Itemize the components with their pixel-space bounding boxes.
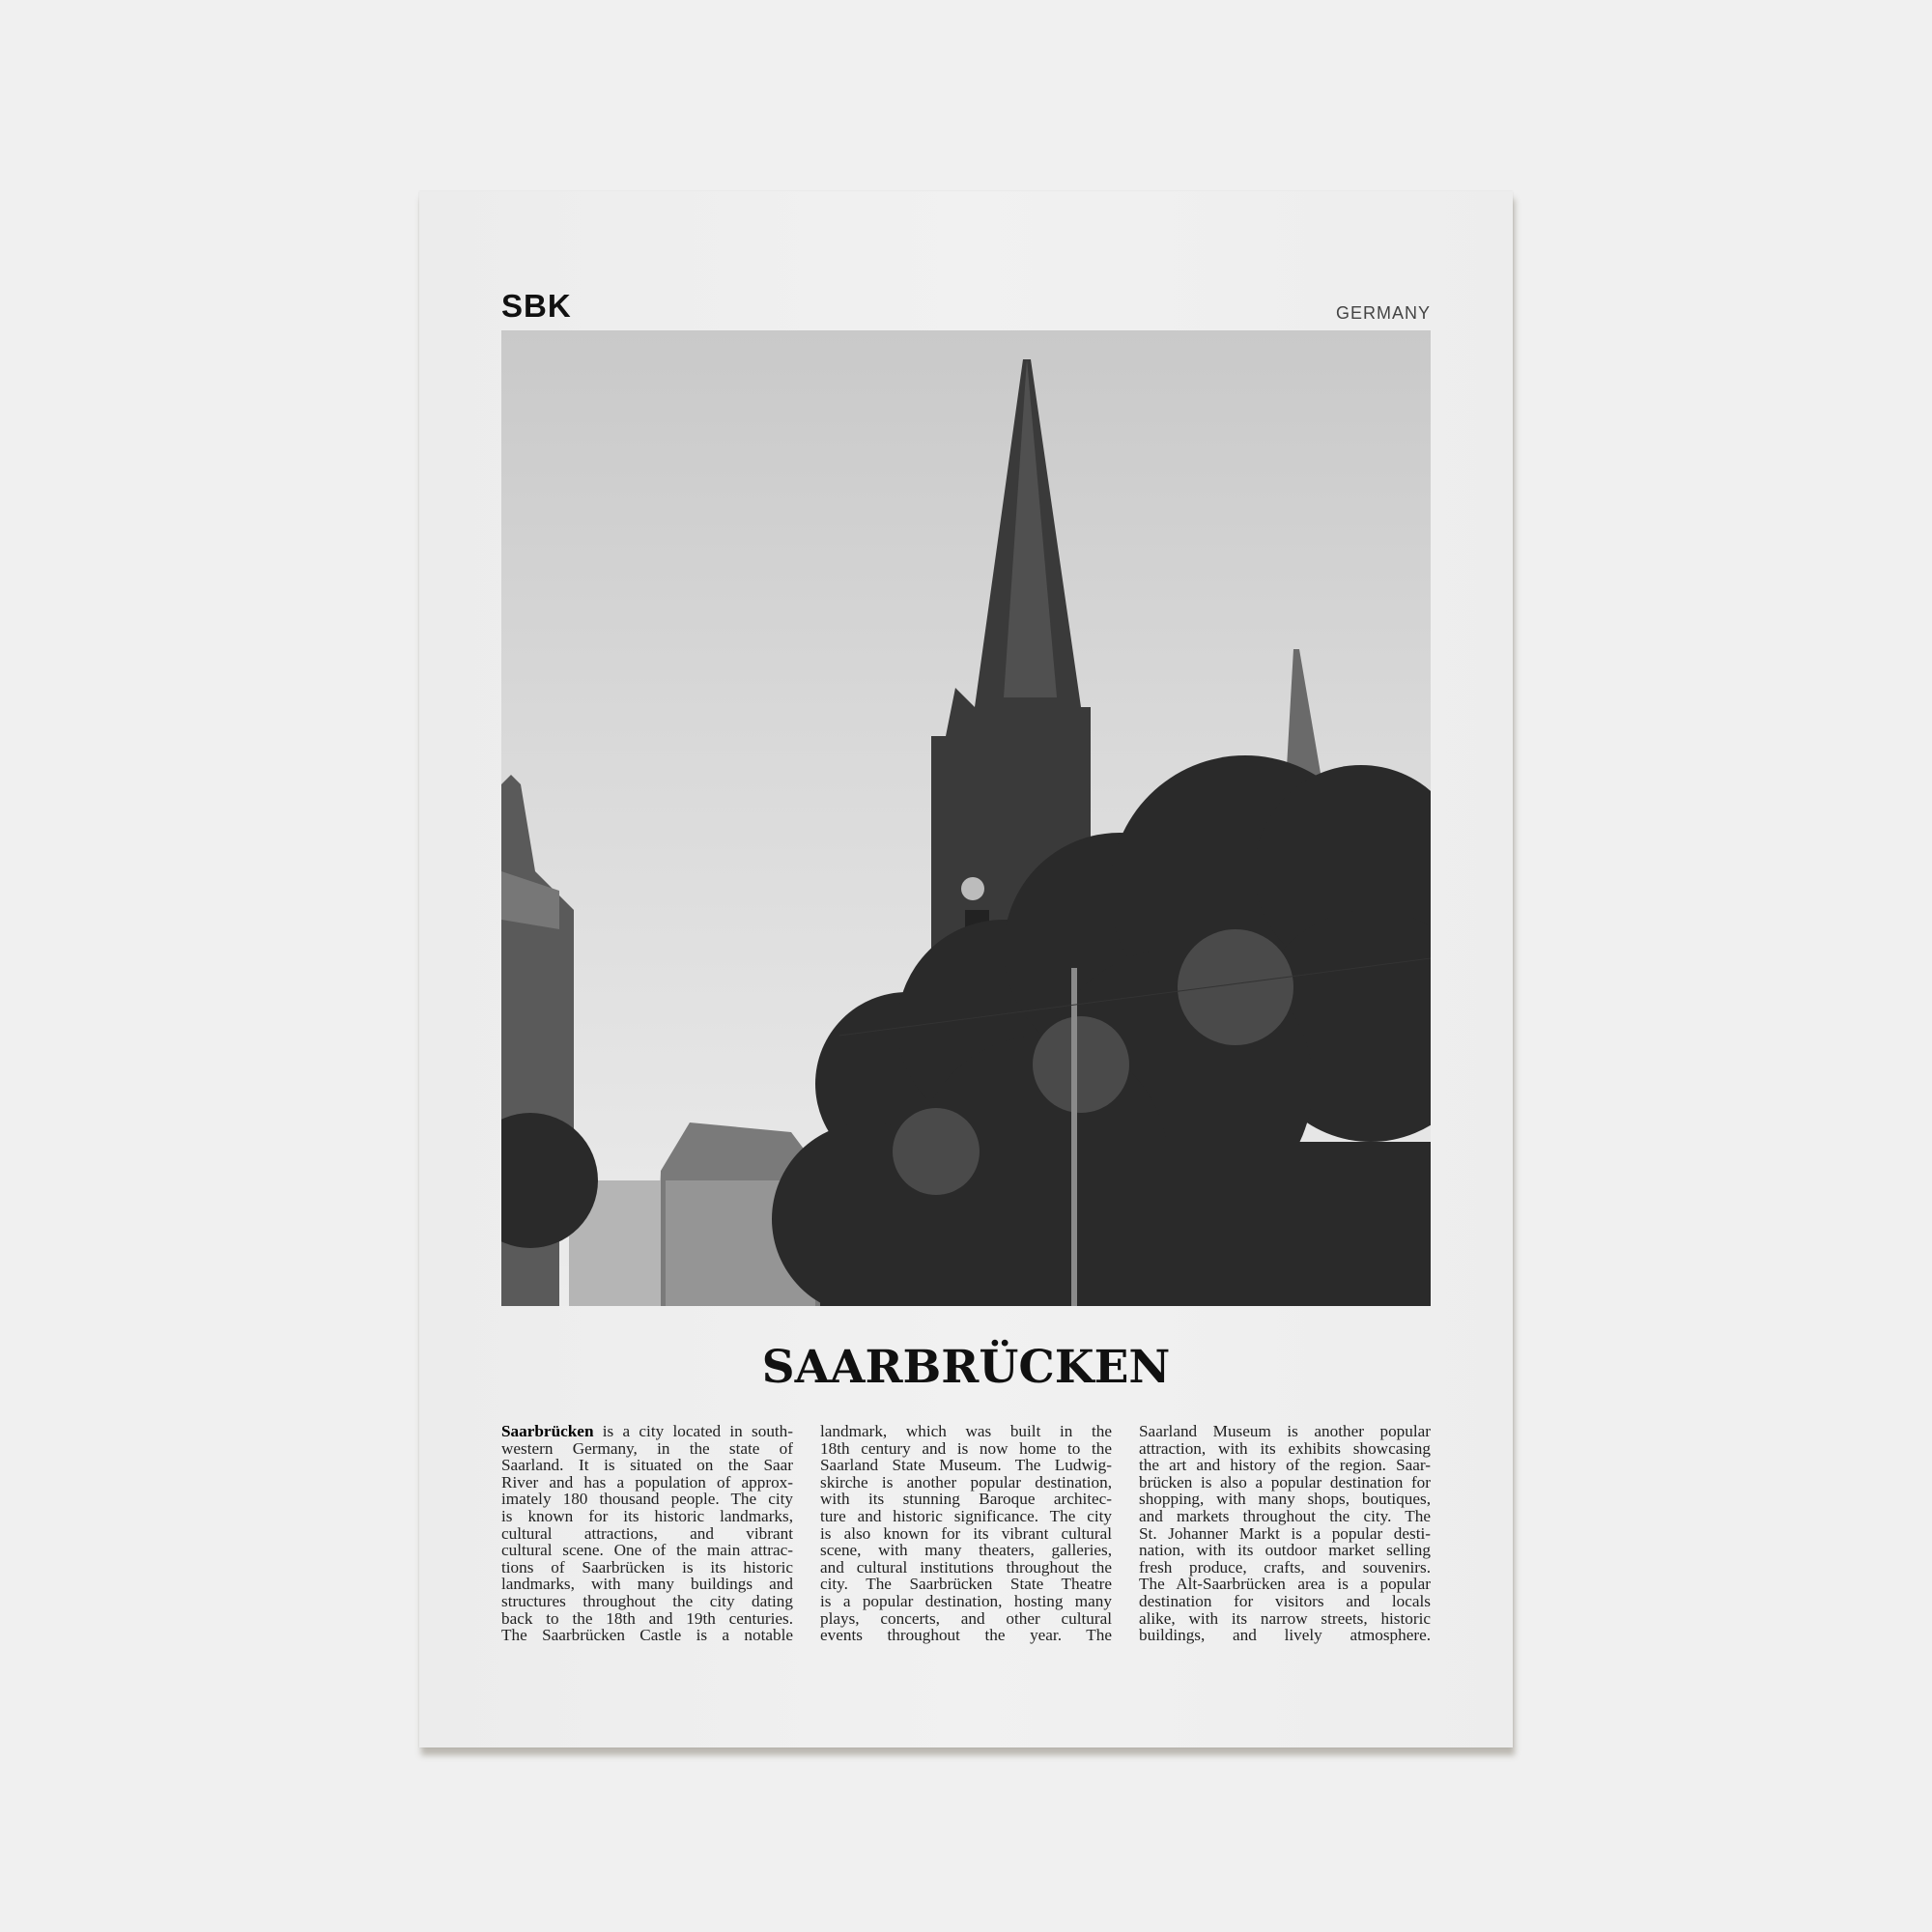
text-line: city. The Saarbrücken State Theatre <box>820 1575 1112 1594</box>
text-line: tions of Saarbrücken is its historic <box>501 1557 793 1577</box>
text-line: ture and historic significance. The city <box>820 1506 1112 1525</box>
text-line: alike, with its narrow streets, historic <box>1139 1608 1431 1628</box>
text-line: landmarks, with many buildings and <box>501 1575 793 1594</box>
text-line: fresh produce, crafts, and souvenirs. <box>1139 1557 1431 1577</box>
country-label: GERMANY <box>1335 303 1431 323</box>
text-line: Saarland State Museum. The Ludwig- <box>820 1456 1112 1475</box>
text-line: nation, with its outdoor market selling <box>1139 1541 1431 1560</box>
text-line: 18th century and is now home to the <box>820 1438 1112 1458</box>
church-photo-illustration <box>501 330 1431 1306</box>
text-line: is a popular destination, hosting many <box>820 1591 1112 1610</box>
text-line: brücken is also a popular destination for <box>1139 1472 1431 1492</box>
text-line: buildings, and lively atmosphere. <box>1139 1626 1431 1645</box>
text-line: is known for its historic landmarks, <box>501 1506 793 1525</box>
text-line: cultural attractions, and vibrant <box>501 1523 793 1543</box>
text-line: Saarland. It is situated on the Saar <box>501 1456 793 1475</box>
text-line: back to the 18th and 19th centuries. <box>501 1608 793 1628</box>
text-line: the art and history of the region. Saar- <box>1139 1456 1431 1475</box>
text-line: and cultural institutions throughout the <box>820 1557 1112 1577</box>
text-line: The Saarbrücken Castle is a notable <box>501 1626 793 1645</box>
text-line: skirche is another popular destination, <box>820 1472 1112 1492</box>
city-name-bold: Saarbrücken <box>501 1422 594 1440</box>
text-line: structures throughout the city dating <box>501 1591 793 1610</box>
description-column-1 <box>501 1423 793 1644</box>
text-line: and markets throughout the city. The <box>1139 1506 1431 1525</box>
text-line: St. Johanner Markt is a popular desti- <box>1139 1523 1431 1543</box>
text-line: Saarland Museum is another popular <box>1139 1422 1431 1440</box>
text-line: scene, with many theaters, galleries, <box>820 1541 1112 1560</box>
city-code: SBK <box>501 288 572 324</box>
text-line: events throughout the year. The <box>820 1626 1112 1645</box>
text-line: River and has a population of approx- <box>501 1472 793 1492</box>
text-line: is also known for its vibrant cultural <box>820 1523 1112 1543</box>
city-title: SAARBRÜCKEN <box>761 1341 1171 1394</box>
text-line: shopping, with many shops, boutiques, <box>1139 1490 1431 1509</box>
text-line: imately 180 thousand people. The city <box>501 1490 793 1509</box>
description-column-3 <box>1139 1423 1431 1644</box>
text-line: landmark, which was built in the <box>820 1422 1112 1440</box>
text-line: The Alt-Saarbrücken area is a popular <box>1139 1575 1431 1594</box>
text-line: destination for visitors and locals <box>1139 1591 1431 1610</box>
city-photo <box>501 330 1431 1306</box>
description-column-2 <box>820 1423 1112 1644</box>
text-line: attraction, with its exhibits showcasing <box>1139 1438 1431 1458</box>
text-line: Saarbrücken is a city located in south- <box>501 1422 793 1440</box>
text-line: plays, concerts, and other cultural <box>820 1608 1112 1628</box>
text-line: with its stunning Baroque architec- <box>820 1490 1112 1509</box>
text-line: cultural scene. One of the main attrac- <box>501 1541 793 1560</box>
text-line: western Germany, in the state of <box>501 1438 793 1458</box>
